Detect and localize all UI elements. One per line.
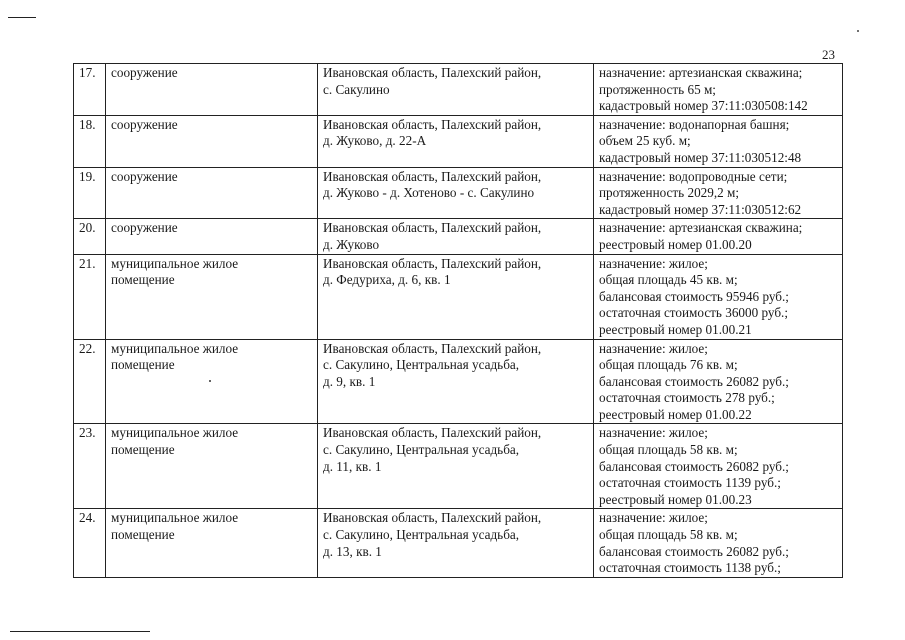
object-type-cell — [106, 167, 318, 219]
details-line: кадастровый номер 37:11:030512:62 — [599, 201, 802, 217]
details-line: назначение: жилое; — [599, 425, 708, 441]
table-row — [74, 219, 843, 254]
address-line: д. Федуриха, д. 6, кв. 1 — [323, 272, 451, 288]
address-line: Ивановская область, Палехский район, — [323, 255, 542, 271]
row-number: 24. — [74, 509, 106, 577]
details-cell — [594, 339, 843, 424]
table-row — [74, 424, 843, 509]
object-type-line: сооружение — [111, 220, 178, 236]
table-row — [74, 509, 843, 577]
page-number: 23 — [822, 47, 835, 62]
address-cell — [318, 115, 594, 167]
details-cell — [594, 115, 843, 167]
details-line: реестровый номер 01.00.21 — [599, 321, 752, 337]
scan-speck — [857, 30, 859, 32]
details-cell — [594, 219, 843, 254]
top-margin-rule — [8, 17, 36, 18]
details-line: балансовая стоимость 26082 руб.; — [599, 543, 789, 559]
details-line: общая площадь 76 кв. м; — [599, 357, 738, 373]
object-type-line: муниципальное жилое — [111, 510, 239, 526]
address-line: Ивановская область, Палехский район, — [323, 425, 542, 441]
object-type-cell — [106, 509, 318, 577]
object-type-cell — [106, 64, 318, 116]
details-cell — [594, 424, 843, 509]
table-row — [74, 115, 843, 167]
table-row — [74, 64, 843, 116]
details-line: общая площадь 58 кв. м; — [599, 527, 738, 543]
details-line: кадастровый номер 37:11:030508:142 — [599, 98, 808, 114]
object-type-line: муниципальное жилое — [111, 255, 239, 271]
details-line: балансовая стоимость 26082 руб.; — [599, 458, 789, 474]
address-line: д. Жуково — [323, 236, 380, 252]
object-type-line: сооружение — [111, 168, 178, 184]
details-cell — [594, 509, 843, 577]
details-line: балансовая стоимость 95946 руб.; — [599, 288, 789, 304]
details-line: балансовая стоимость 26082 руб.; — [599, 373, 789, 389]
bottom-margin-rule — [10, 631, 150, 632]
address-cell — [318, 339, 594, 424]
details-cell — [594, 167, 843, 219]
details-cell — [594, 64, 843, 116]
object-type-line: помещение — [111, 272, 175, 288]
details-line: остаточная стоимость 1139 руб.; — [599, 475, 781, 491]
details-line: протяженность 65 м; — [599, 81, 716, 97]
address-line: с. Сакулино — [323, 81, 390, 97]
address-line: Ивановская область, Палехский район, — [323, 510, 542, 526]
object-type-cell — [106, 219, 318, 254]
object-type-line: муниципальное жилое — [111, 425, 239, 441]
address-cell — [318, 509, 594, 577]
object-type-line: помещение — [111, 527, 175, 543]
address-line: Ивановская область, Палехский район, — [323, 168, 542, 184]
row-number: 22. — [74, 339, 106, 424]
address-line: д. 9, кв. 1 — [323, 373, 376, 389]
details-line: кадастровый номер 37:11:030512:48 — [599, 149, 802, 165]
object-type-line: сооружение — [111, 65, 178, 80]
scan-speck — [209, 380, 211, 382]
address-line: с. Сакулино, Центральная усадьба, — [323, 357, 520, 373]
address-line: Ивановская область, Палехский район, — [323, 116, 542, 132]
details-line: назначение: жилое; — [599, 255, 708, 271]
row-number: 18. — [74, 115, 106, 167]
address-line: Ивановская область, Палехский район, — [323, 65, 542, 80]
details-line: назначение: артезианская скважина; — [599, 220, 803, 236]
details-line: назначение: жилое; — [599, 510, 708, 526]
address-cell — [318, 64, 594, 116]
address-cell — [318, 424, 594, 509]
details-line: реестровый номер 01.00.20 — [599, 236, 752, 252]
details-line: назначение: артезианская скважина; — [599, 65, 803, 80]
details-cell — [594, 254, 843, 339]
object-type-cell — [106, 115, 318, 167]
address-line: д. Жуково - д. Хотеново - с. Сакулино — [323, 185, 535, 201]
details-line: реестровый номер 01.00.22 — [599, 406, 752, 422]
details-line: назначение: водопроводные сети; — [599, 168, 788, 184]
address-line: с. Сакулино, Центральная усадьба, — [323, 442, 520, 458]
details-line: остаточная стоимость 1138 руб.; — [599, 560, 781, 576]
table-row — [74, 167, 843, 219]
details-line: объем 25 куб. м; — [599, 133, 691, 149]
object-type-line: муниципальное жилое — [111, 340, 239, 356]
row-number: 23. — [74, 424, 106, 509]
row-number: 20. — [74, 219, 106, 254]
details-line: назначение: водонапорная башня; — [599, 116, 790, 132]
address-cell — [318, 219, 594, 254]
address-cell — [318, 167, 594, 219]
address-line: с. Сакулино, Центральная усадьба, — [323, 527, 520, 543]
address-line: д. Жуково, д. 22-А — [323, 133, 427, 149]
details-line: протяженность 2029,2 м; — [599, 185, 740, 201]
object-type-line: сооружение — [111, 116, 178, 132]
object-type-line: помещение — [111, 357, 175, 373]
object-type-cell — [106, 254, 318, 339]
address-cell — [318, 254, 594, 339]
object-type-cell — [106, 424, 318, 509]
address-line: д. 11, кв. 1 — [323, 458, 382, 474]
object-type-line: помещение — [111, 442, 175, 458]
details-line: общая площадь 58 кв. м; — [599, 442, 738, 458]
row-number: 17. — [74, 64, 106, 116]
table-row — [74, 339, 843, 424]
details-line: реестровый номер 01.00.23 — [599, 491, 752, 507]
table-row — [74, 254, 843, 339]
details-line: остаточная стоимость 278 руб.; — [599, 390, 775, 406]
row-number: 19. — [74, 167, 106, 219]
table-body — [74, 64, 843, 578]
address-line: д. 13, кв. 1 — [323, 543, 382, 559]
address-line: Ивановская область, Палехский район, — [323, 340, 542, 356]
details-line: остаточная стоимость 36000 руб.; — [599, 305, 789, 321]
address-line: Ивановская область, Палехский район, — [323, 220, 542, 236]
object-type-cell — [106, 339, 318, 424]
details-line: общая площадь 45 кв. м; — [599, 272, 738, 288]
property-register-table — [73, 63, 843, 578]
details-line: назначение: жилое; — [599, 340, 708, 356]
row-number: 21. — [74, 254, 106, 339]
